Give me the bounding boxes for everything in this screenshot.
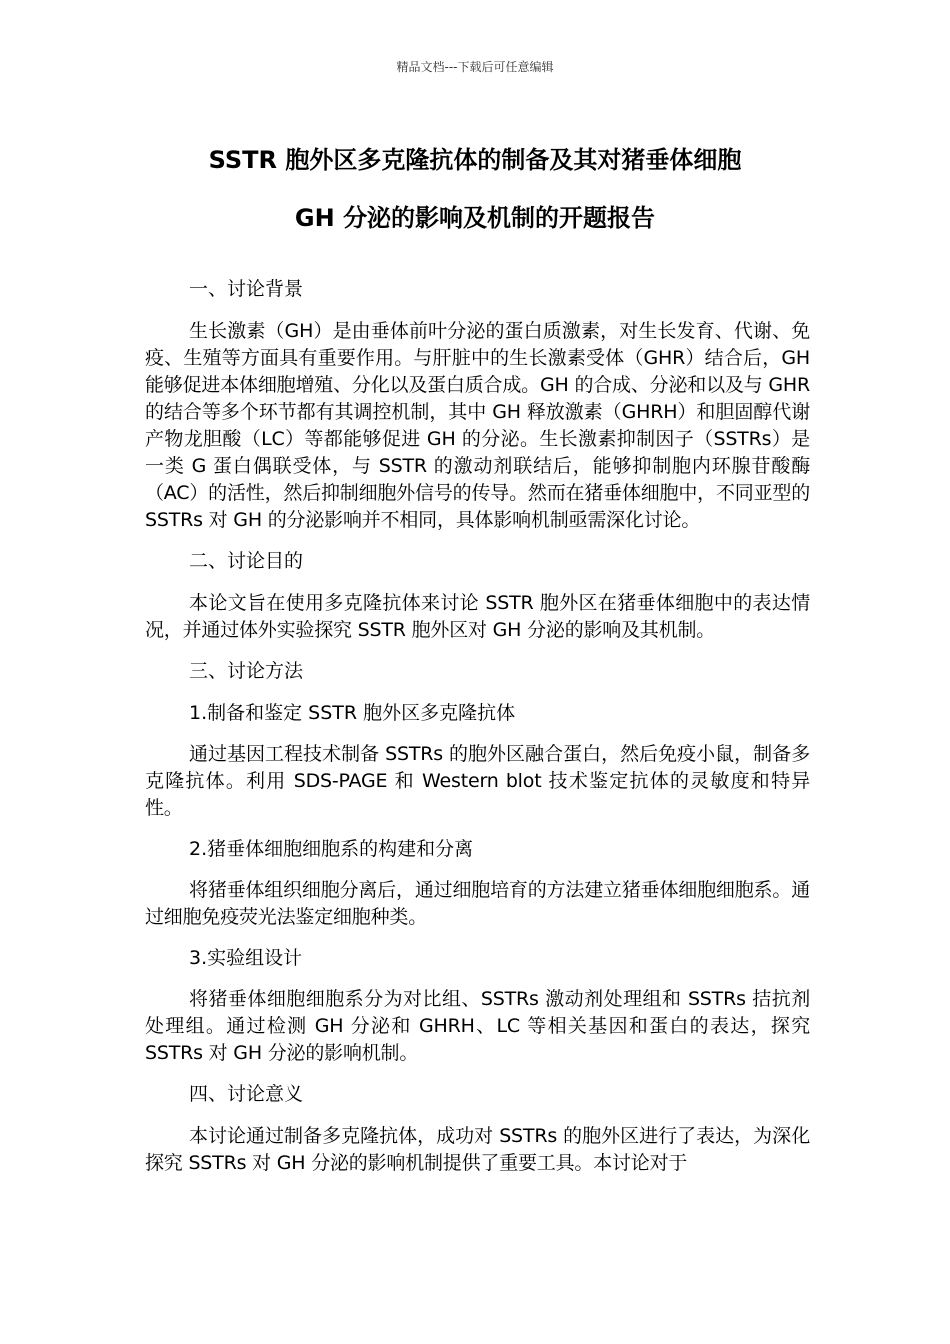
section-paragraph-purpose: 本论文旨在使用多克隆抗体来讨论 SSTR 胞外区在猪垂体细胞中的表达情况，并通过体外实验探究 SSTR 胞外区对 GH 分泌的影响及其机制。 [145, 592, 810, 641]
section-heading-methods: 三、讨论方法 [189, 660, 304, 682]
section-heading-purpose: 二、讨论目的 [189, 550, 304, 572]
page-header: 精品文档---下载后可任意编辑 [396, 60, 554, 74]
method-paragraph-3: 将猪垂体细胞细胞系分为对比组、SSTRs 激动剂处理组和 SSTRs 拮抗剂处理组。通过检测 GH 分泌和 GHRH、LC 等相关基因和蛋白的表达，探究 SSTRs 对 GH 分泌的影响机制。 [145, 988, 810, 1064]
document-title-line-1: SSTR 胞外区多克隆抗体的制备及其对猪垂体细胞 [208, 146, 742, 174]
method-paragraph-1: 通过基因工程技术制备 SSTRs 的胞外区融合蛋白，然后免疫小鼠，制备多克隆抗体。利用 SDS-PAGE 和 Western blot 技术鉴定抗体的灵敏度和特异性。 [145, 743, 810, 819]
method-subheading-2: 2.猪垂体细胞细胞系的构建和分离 [189, 838, 474, 860]
method-paragraph-2: 将猪垂体组织细胞分离后，通过细胞培育的方法建立猪垂体细胞细胞系。通过细胞免疫荧光法鉴定细胞种类。 [145, 879, 810, 928]
method-subheading-3: 3.实验组设计 [189, 947, 303, 969]
section-paragraph-significance: 本讨论通过制备多克隆抗体，成功对 SSTRs 的胞外区进行了表达，为深化探究 SSTRs 对 GH 分泌的影响机制提供了重要工具。本讨论对于 [145, 1125, 810, 1174]
section-heading-background: 一、讨论背景 [189, 278, 304, 300]
section-paragraph-background: 生长激素（GH）是由垂体前叶分泌的蛋白质激素，对生长发育、代谢、免疫、生殖等方面具有重要作用。与肝脏中的生长激素受体（GHR）结合后，GH 能够促进本体细胞增殖、分化以及蛋白质合成。GH 的合成、分泌和以及与 GHR 的结合等多个环节都有其调控机制，其中 GH 释放激素（GHRH）和胆固醇代谢产物龙胆酸（LC）等都能够促进 GH 的分泌。生长激素抑制因子（SSTRs）是一类 G 蛋白偶联受体，与 SSTR 的激动剂联结后，能够抑制胞内环腺苷酸酶（AC）的活性，然后抑制细胞外信号的传导。然而在猪垂体细胞中，不同亚型的 SSTRs 对 GH 的分泌影响并不相同，具体影响机制亟需深化讨论。 [145, 320, 810, 531]
document-title-line-2: GH 分泌的影响及机制的开题报告 [294, 204, 656, 232]
method-subheading-1: 1.制备和鉴定 SSTR 胞外区多克隆抗体 [189, 702, 516, 724]
section-heading-significance: 四、讨论意义 [189, 1083, 304, 1105]
document-body [145, 276, 810, 1191]
